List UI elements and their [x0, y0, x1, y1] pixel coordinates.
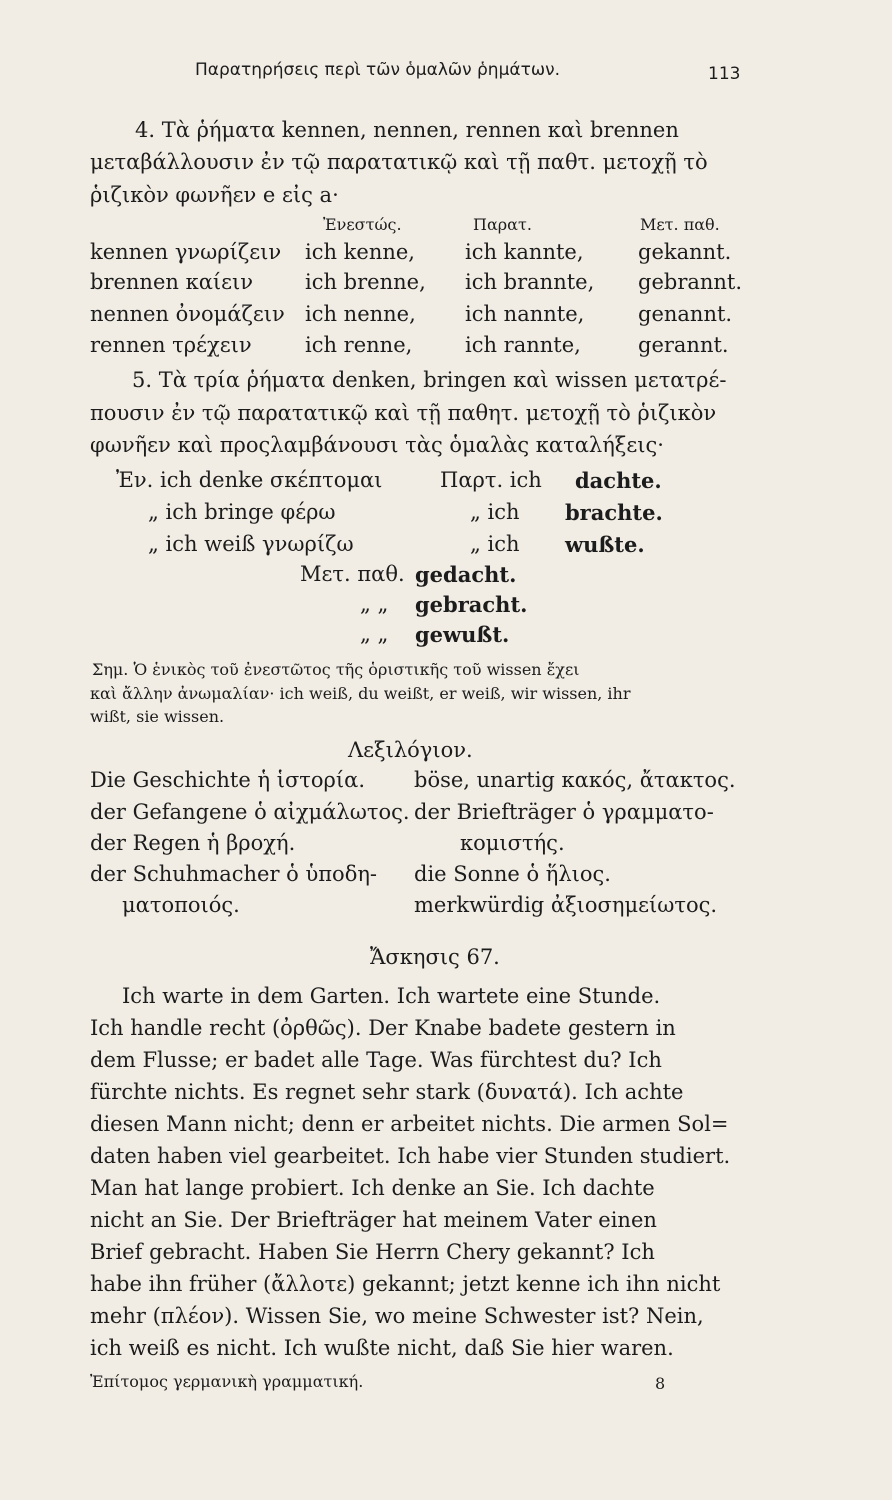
- section4-line3: ῥιζικὸν φωνῆεν e εἰς a·: [90, 183, 339, 207]
- verb-row: „ ich bringe φέρω: [148, 500, 336, 524]
- verb-past: dachte.: [575, 468, 662, 493]
- vocab-entry: die Sonne ὁ ἥλιος.: [414, 862, 611, 886]
- vocab-entry: der Gefangene ὁ αἰχμάλωτος.: [90, 800, 410, 824]
- section5-line2: πουσιν ἐν τῷ παρατατικῷ καὶ τῇ παθητ. μετοχῇ τὸ ῥιζικὸν: [90, 401, 717, 425]
- verb-row: Ἐν. ich denke σκέπτομαι: [116, 468, 383, 492]
- exercise-line: Ich handle recht (ὀρθῶς). Der Knabe badete gestern in: [90, 1016, 676, 1040]
- participle: gedacht.: [415, 562, 517, 587]
- exercise-line: ich weiß es nicht. Ich wußte nicht, daß Sie hier waren.: [90, 1336, 674, 1360]
- ditto-mark: „ „: [360, 592, 389, 616]
- vocab-title: Λεξιλόγιον.: [348, 738, 473, 762]
- table-cell: genannt.: [638, 302, 733, 326]
- table-cell: rennen τρέχειν: [90, 333, 252, 357]
- vocab-entry: ματοποιός.: [122, 893, 240, 917]
- vocab-entry: der Regen ἡ βροχή.: [90, 831, 296, 855]
- verb-past: wußte.: [565, 532, 645, 557]
- table-cell: ich kannte,: [465, 240, 584, 264]
- table-cell: ich nannte,: [465, 302, 585, 326]
- exercise-line: fürchte nichts. Es regnet sehr stark (δυνατά). Ich achte: [90, 1080, 684, 1104]
- note-line1: Σημ. Ὁ ἑνικὸς τοῦ ἐνεστῶτος τῆς ὁριστικῆς τοῦ wissen ἔχει: [92, 660, 580, 679]
- table-cell: gerannt.: [638, 333, 729, 357]
- table-cell: ich renne,: [305, 333, 413, 357]
- printer-signature: 8: [655, 1374, 666, 1393]
- ditto-mark: „ „: [360, 622, 389, 646]
- verb-row: „ ich: [470, 532, 520, 556]
- exercise-line: dem Flusse; er badet alle Tage. Was fürchtest du? Ich: [90, 1048, 662, 1072]
- vocab-entry: κομιστής.: [460, 831, 565, 855]
- participle-label: Μετ. παθ.: [300, 562, 405, 586]
- footer-title: Ἐπίτομος γερμανικὴ γραμματική.: [90, 1372, 364, 1391]
- running-header: Παρατηρήσεις περὶ τῶν ὁμαλῶν ῥημάτων.: [195, 60, 560, 80]
- exercise-line: Ich warte in dem Garten. Ich wartete eine Stunde.: [122, 984, 661, 1008]
- col-header-past: Παρατ.: [473, 215, 532, 234]
- exercise-line: Brief gebracht. Haben Sie Herrn Chery gekannt? Ich: [90, 1240, 655, 1264]
- table-cell: ich kenne,: [305, 240, 415, 264]
- col-header-participle: Μετ. παθ.: [640, 215, 720, 234]
- note-line3: wißt, sie wissen.: [90, 707, 225, 726]
- participle: gebracht.: [415, 592, 528, 617]
- table-cell: ich brenne,: [305, 270, 426, 294]
- verb-past: brachte.: [565, 500, 663, 525]
- participle: gewußt.: [415, 622, 510, 647]
- vocab-entry: Die Geschichte ἡ ἱστορία.: [90, 768, 365, 792]
- section4-line1: 4. Τὰ ῥήματα kennen, nennen, rennen καὶ brennen: [135, 118, 679, 142]
- verb-row: Παρτ. ich: [440, 468, 542, 492]
- table-cell: ich rannte,: [465, 333, 581, 357]
- note-line2: καὶ ἄλλην ἀνωμαλίαν· ich weiß, du weißt, er weiß, wir wissen, ihr: [90, 684, 631, 703]
- exercise-line: diesen Mann nicht; denn er arbeitet nichts. Die armen Sol=: [90, 1112, 729, 1136]
- section5-line3: φωνῆεν καὶ προςλαμβάνουσι τὰς ὁμαλὰς καταλήξεις·: [90, 433, 664, 457]
- table-cell: kennen γνωρίζειν: [90, 240, 282, 264]
- table-cell: ich brannte,: [465, 270, 595, 294]
- exercise-line: habe ihn früher (ἄλλοτε) gekannt; jetzt kenne ich ihn nicht: [90, 1272, 721, 1296]
- verb-row: „ ich: [470, 500, 520, 524]
- col-header-present: Ἐνεστώς.: [323, 215, 402, 234]
- vocab-entry: böse, unartig κακός, ἄτακτος.: [414, 768, 736, 792]
- verb-row: „ ich weiß γνωρίζω: [148, 532, 354, 556]
- exercise-title: Ἄσκησις 67.: [370, 945, 500, 969]
- table-cell: ich nenne,: [305, 302, 416, 326]
- table-cell: nennen ὀνομάζειν: [90, 302, 285, 326]
- section5-line1: 5. Τὰ τρία ῥήματα denken, bringen καὶ wissen μετατρέ-: [132, 368, 727, 392]
- vocab-entry: merkwürdig ἀξιοσημείωτος.: [414, 893, 718, 917]
- vocab-entry: der Schuhmacher ὁ ὑποδη-: [90, 862, 378, 886]
- vocab-entry: der Briefträger ὁ γραμματο-: [414, 800, 714, 824]
- table-cell: gebrannt.: [638, 270, 743, 294]
- section4-line2: μεταβάλλουσιν ἐν τῷ παρατατικῷ καὶ τῇ παθτ. μετοχῇ τὸ: [90, 150, 708, 174]
- exercise-line: Man hat lange probiert. Ich denke an Sie. Ich dachte: [90, 1176, 655, 1200]
- exercise-line: nicht an Sie. Der Briefträger hat meinem Vater einen: [90, 1208, 657, 1232]
- table-cell: brennen καίειν: [90, 270, 254, 294]
- page-number: 113: [708, 64, 741, 84]
- exercise-line: daten haben viel gearbeitet. Ich habe vier Stunden studiert.: [90, 1144, 731, 1168]
- exercise-line: mehr (πλέον). Wissen Sie, wo meine Schwester ist? Nein,: [90, 1304, 704, 1328]
- table-cell: gekannt.: [638, 240, 732, 264]
